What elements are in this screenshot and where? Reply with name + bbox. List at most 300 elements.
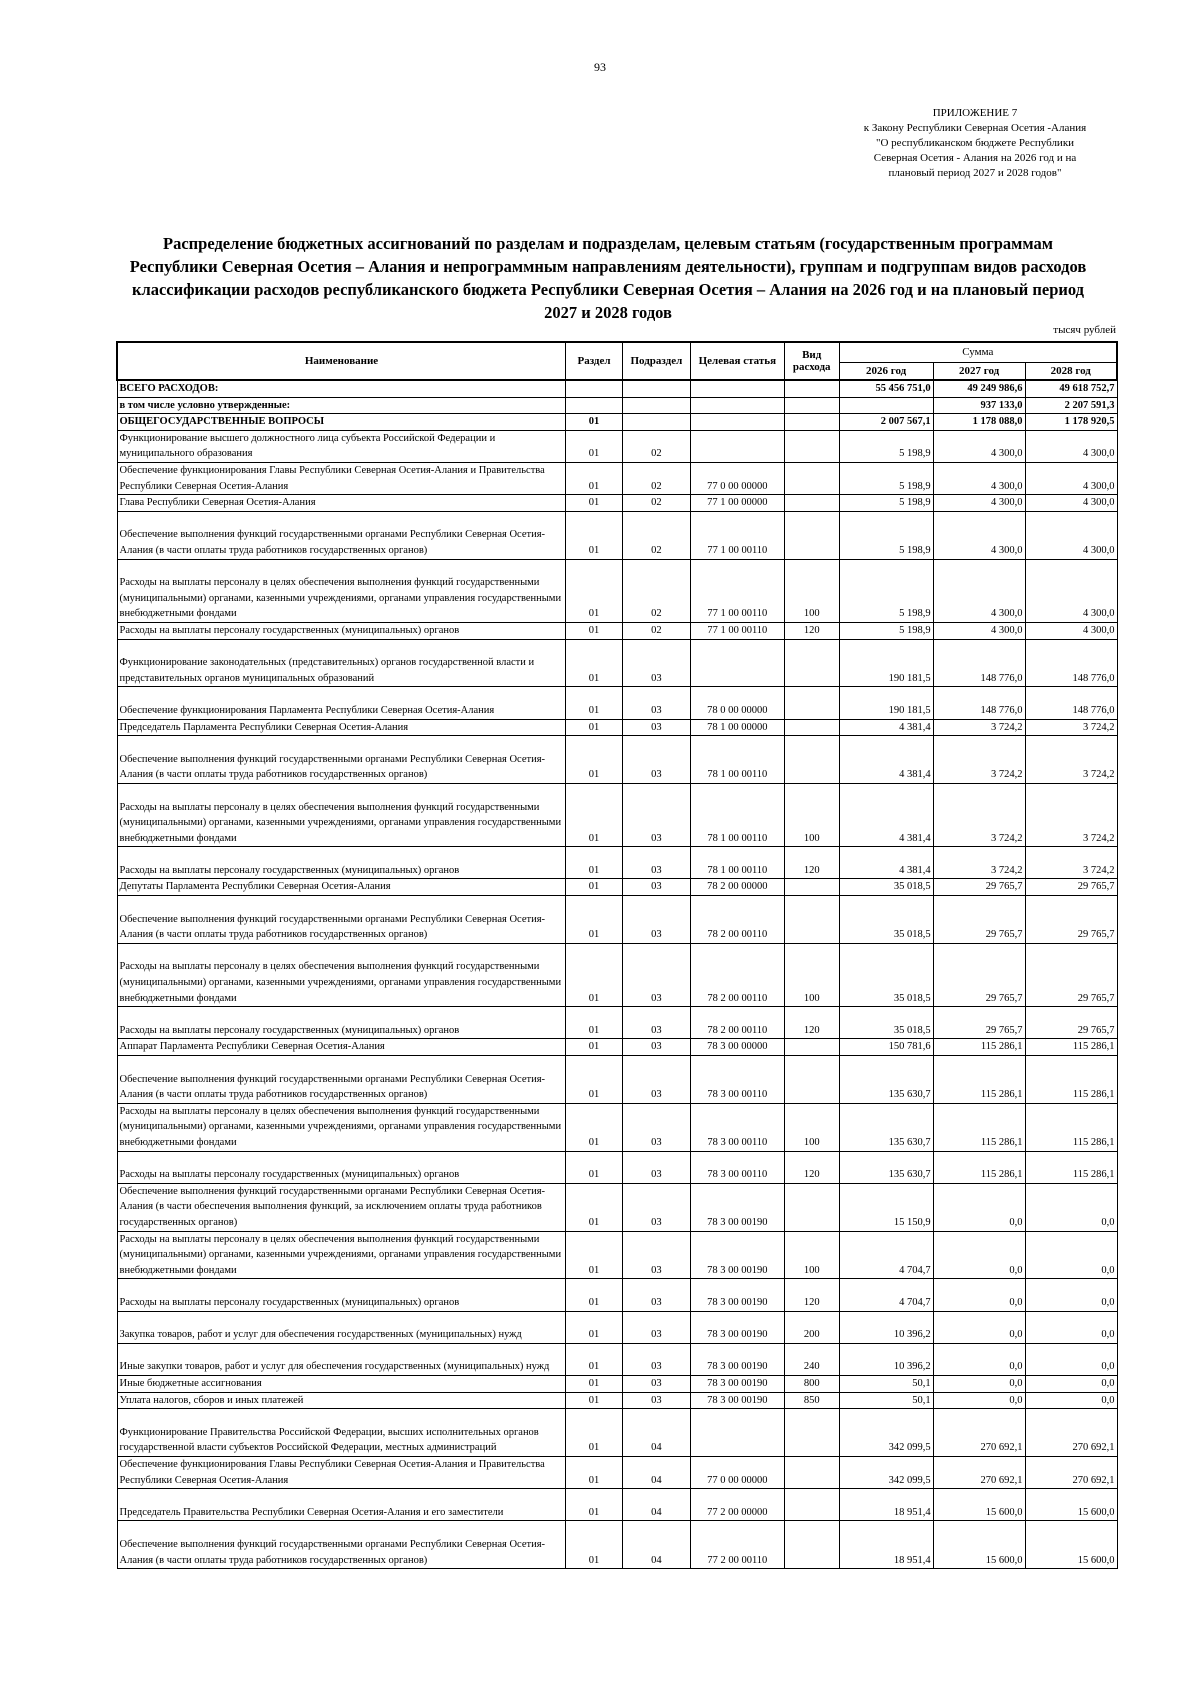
appendix-note [830,106,1120,181]
row-section: 01 [566,622,623,639]
row-2027: 4 300,0 [933,462,1025,494]
row-section: 01 [566,639,623,687]
header-target: Целевая статья [690,342,784,380]
row-section: 01 [566,1343,623,1375]
row-name: Расходы на выплаты персоналу государственных (муниципальных) органов [117,622,566,639]
row-name: Обеспечение выполнения функций государственными органами Республики Северная Осетия-Алания (в части оплаты труда работников государственных органов) [117,736,566,784]
row-2028: 3 724,2 [1025,783,1117,846]
row-2028: 1 178 920,5 [1025,414,1117,431]
row-2026: 342 099,5 [839,1456,933,1488]
appendix-line: Северная Осетия - Алания на 2026 год и на [873,152,1077,164]
row-type [784,687,839,719]
table-header [117,342,1117,380]
row-name: Иные закупки товаров, работ и услуг для обеспечения государственных (муниципальных) нужд [117,1343,566,1375]
row-2028: 4 300,0 [1025,462,1117,494]
row-type [784,380,839,397]
header-2026: 2026 год [839,362,933,380]
row-2027: 3 724,2 [933,736,1025,784]
row-section: 01 [566,511,623,559]
row-type [784,1056,839,1104]
row-2026: 35 018,5 [839,943,933,1006]
row-name: ОБЩЕГОСУДАРСТВЕННЫЕ ВОПРОСЫ [117,414,566,431]
row-subsection: 03 [622,1151,690,1183]
row-target: 78 3 00 00190 [690,1311,784,1343]
row-target: 78 2 00 00110 [690,1007,784,1039]
row-2027: 4 300,0 [933,511,1025,559]
row-name: Обеспечение выполнения функций государственными органами Республики Северная Осетия-Алания (в части обеспечения выполнения функций, за исключением оплаты труда работников государственных органов) [117,1183,566,1231]
row-name: Обеспечение функционирования Главы Республики Северная Осетия-Алания и Правительства Республики Северная Осетия-Алания [117,1456,566,1488]
table-row [117,1392,1117,1409]
row-subsection: 03 [622,1183,690,1231]
row-subsection: 02 [622,462,690,494]
row-2027: 29 765,7 [933,879,1025,896]
header-section: Раздел [566,342,623,380]
row-name: Обеспечение выполнения функций государственными органами Республики Северная Осетия-Алания (в части оплаты труда работников государственных органов) [117,511,566,559]
row-2027: 937 133,0 [933,397,1025,414]
row-target [690,639,784,687]
row-target: 77 1 00 00110 [690,511,784,559]
row-name: Закупка товаров, работ и услуг для обеспечения государственных (муниципальных) нужд [117,1311,566,1343]
row-type: 200 [784,1311,839,1343]
row-2028: 4 300,0 [1025,622,1117,639]
row-type: 120 [784,1151,839,1183]
table-row [117,1521,1117,1569]
row-2026: 4 381,4 [839,847,933,879]
row-section: 01 [566,1456,623,1488]
header-type: Вид расхода [784,342,839,380]
row-section: 01 [566,462,623,494]
row-target [690,380,784,397]
row-2028: 4 300,0 [1025,511,1117,559]
row-section: 01 [566,1231,623,1279]
row-2026: 135 630,7 [839,1103,933,1151]
table-row [117,896,1117,944]
row-2027: 0,0 [933,1343,1025,1375]
row-subsection: 03 [622,1231,690,1279]
row-subsection [622,414,690,431]
row-target: 78 2 00 00000 [690,879,784,896]
row-subsection: 04 [622,1489,690,1521]
row-2026: 35 018,5 [839,896,933,944]
row-subsection: 03 [622,1007,690,1039]
row-2027: 3 724,2 [933,847,1025,879]
row-subsection: 03 [622,1311,690,1343]
row-2027: 0,0 [933,1375,1025,1392]
row-type: 800 [784,1375,839,1392]
row-2027: 1 178 088,0 [933,414,1025,431]
row-type [784,1409,839,1457]
row-type [784,1456,839,1488]
row-target: 77 0 00 00000 [690,1456,784,1488]
row-section: 01 [566,1151,623,1183]
table-row [117,380,1117,397]
row-type [784,1521,839,1569]
table-row [117,462,1117,494]
row-type [784,639,839,687]
page-number: 93 [594,60,606,74]
row-section: 01 [566,687,623,719]
row-type: 120 [784,1007,839,1039]
row-target: 78 3 00 00190 [690,1375,784,1392]
units-label: тысяч рублей [1053,324,1116,336]
row-target [690,1409,784,1457]
row-section [566,380,623,397]
row-subsection [622,380,690,397]
row-2028: 148 776,0 [1025,639,1117,687]
table-row [117,847,1117,879]
row-2027: 0,0 [933,1279,1025,1311]
row-2026: 10 396,2 [839,1343,933,1375]
row-2027: 0,0 [933,1183,1025,1231]
row-subsection: 04 [622,1521,690,1569]
row-target: 77 1 00 00110 [690,622,784,639]
row-target: 78 2 00 00110 [690,896,784,944]
row-2027: 4 300,0 [933,495,1025,512]
header-name: Наименование [117,342,566,380]
row-2027: 115 286,1 [933,1039,1025,1056]
row-subsection: 04 [622,1456,690,1488]
table-row [117,495,1117,512]
row-name: Уплата налогов, сборов и иных платежей [117,1392,566,1409]
header-2027: 2027 год [933,362,1025,380]
table-row [117,1183,1117,1231]
row-2028: 148 776,0 [1025,687,1117,719]
row-2027: 4 300,0 [933,622,1025,639]
row-2028: 0,0 [1025,1311,1117,1343]
row-target: 78 3 00 00190 [690,1343,784,1375]
row-2026: 135 630,7 [839,1056,933,1104]
row-subsection: 03 [622,943,690,1006]
row-2027: 4 300,0 [933,430,1025,462]
row-target: 78 0 00 00000 [690,687,784,719]
table-row [117,1409,1117,1457]
row-2028: 270 692,1 [1025,1456,1117,1488]
row-type: 100 [784,1231,839,1279]
row-2028: 29 765,7 [1025,1007,1117,1039]
row-target: 78 3 00 00190 [690,1279,784,1311]
row-2027: 15 600,0 [933,1521,1025,1569]
row-target: 78 1 00 00110 [690,783,784,846]
row-2026: 50,1 [839,1392,933,1409]
row-2026: 35 018,5 [839,1007,933,1039]
row-2027: 148 776,0 [933,687,1025,719]
row-subsection: 02 [622,622,690,639]
row-section: 01 [566,559,623,622]
row-2026: 5 198,9 [839,430,933,462]
row-target: 78 3 00 00000 [690,1039,784,1056]
budget-table [116,341,1118,1569]
row-section: 01 [566,1279,623,1311]
table-row [117,783,1117,846]
row-subsection: 04 [622,1409,690,1457]
row-2028: 115 286,1 [1025,1039,1117,1056]
row-target: 77 1 00 00000 [690,495,784,512]
table-row [117,511,1117,559]
row-name: Председатель Парламента Республики Северная Осетия-Алания [117,719,566,736]
row-name: Расходы на выплаты персоналу в целях обеспечения выполнения функций государственными (муниципальными) органами, казенными учреждениями, органами управления государственными внебюджетными фондами [117,1103,566,1151]
row-target [690,430,784,462]
row-2028: 15 600,0 [1025,1489,1117,1521]
row-type [784,397,839,414]
row-target: 77 1 00 00110 [690,559,784,622]
row-name: Расходы на выплаты персоналу в целях обеспечения выполнения функций государственными (муниципальными) органами, казенными учреждениями, органами управления государственными внебюджетными фондами [117,559,566,622]
row-2027: 3 724,2 [933,719,1025,736]
table-row [117,687,1117,719]
table-row [117,414,1117,431]
row-section: 01 [566,414,623,431]
appendix-line: к Закону Республики Северная Осетия -Алания [863,122,1087,134]
row-2026: 342 099,5 [839,1409,933,1457]
row-subsection: 03 [622,639,690,687]
table-row [117,1039,1117,1056]
row-2028: 29 765,7 [1025,896,1117,944]
row-type [784,511,839,559]
row-2026: 15 150,9 [839,1183,933,1231]
row-2028: 0,0 [1025,1375,1117,1392]
row-subsection [622,397,690,414]
row-2028: 4 300,0 [1025,430,1117,462]
row-2028: 2 207 591,3 [1025,397,1117,414]
row-target: 78 1 00 00110 [690,736,784,784]
row-subsection: 03 [622,1056,690,1104]
row-section: 01 [566,1183,623,1231]
document-title: Распределение бюджетных ассигнований по разделам и подразделам, целевым статьям (государственным программам Республики Северная Осетия – Алания и непрограммным направлениям деятельности), группам и подгруппам видов расходов классификации расходов республиканского бюджета Республики Северная Осетия – Алания на 2026 год и на плановый период 2027 и 2028 годов [129,234,1087,322]
row-2028: 49 618 752,7 [1025,380,1117,397]
row-type [784,879,839,896]
row-type [784,430,839,462]
row-section: 01 [566,495,623,512]
row-type: 850 [784,1392,839,1409]
row-subsection: 03 [622,687,690,719]
table-row [117,397,1117,414]
row-2027: 115 286,1 [933,1151,1025,1183]
row-name: Функционирование высшего должностного лица субъекта Российской Федерации и муниципального образования [117,430,566,462]
row-name: Депутаты Парламента Республики Северная Осетия-Алания [117,879,566,896]
row-2026: 4 381,4 [839,736,933,784]
row-2026: 4 704,7 [839,1279,933,1311]
row-2028: 115 286,1 [1025,1056,1117,1104]
row-name: Обеспечение выполнения функций государственными органами Республики Северная Осетия-Алания (в части оплаты труда работников государственных органов) [117,1521,566,1569]
row-type [784,462,839,494]
row-2026: 4 381,4 [839,719,933,736]
row-section [566,397,623,414]
row-subsection: 03 [622,719,690,736]
row-2028: 0,0 [1025,1343,1117,1375]
row-subsection: 02 [622,495,690,512]
row-2028: 0,0 [1025,1231,1117,1279]
row-2026: 18 951,4 [839,1521,933,1569]
row-subsection: 03 [622,1039,690,1056]
row-subsection: 03 [622,1343,690,1375]
row-2026: 50,1 [839,1375,933,1392]
row-section: 01 [566,1056,623,1104]
row-2026: 4 381,4 [839,783,933,846]
row-target: 78 2 00 00110 [690,943,784,1006]
row-name: Расходы на выплаты персоналу в целях обеспечения выполнения функций государственными (муниципальными) органами, казенными учреждениями, органами управления государственными внебюджетными фондами [117,1231,566,1279]
row-2027: 0,0 [933,1311,1025,1343]
row-name: Расходы на выплаты персоналу государственных (муниципальных) органов [117,1279,566,1311]
row-name: Председатель Правительства Республики Северная Осетия-Алания и его заместители [117,1489,566,1521]
table-row [117,1343,1117,1375]
row-2026: 4 704,7 [839,1231,933,1279]
row-name: ВСЕГО РАСХОДОВ: [117,380,566,397]
row-2028: 0,0 [1025,1183,1117,1231]
row-type: 100 [784,783,839,846]
table-body [117,380,1117,1569]
row-name: Аппарат Парламента Республики Северная Осетия-Алания [117,1039,566,1056]
row-name: Обеспечение выполнения функций государственными органами Республики Северная Осетия-Алания (в части оплаты труда работников государственных органов) [117,1056,566,1104]
row-2027: 49 249 986,6 [933,380,1025,397]
row-2028: 0,0 [1025,1392,1117,1409]
header-subsection: Подраздел [622,342,690,380]
row-name: Расходы на выплаты персоналу государственных (муниципальных) органов [117,1007,566,1039]
row-2026: 10 396,2 [839,1311,933,1343]
row-2027: 148 776,0 [933,639,1025,687]
row-2026: 5 198,9 [839,462,933,494]
row-2026: 5 198,9 [839,622,933,639]
row-name: Расходы на выплаты персоналу в целях обеспечения выполнения функций государственными (муниципальными) органами, казенными учреждениями, органами управления государственными внебюджетными фондами [117,943,566,1006]
row-subsection: 03 [622,879,690,896]
row-section: 01 [566,1392,623,1409]
row-2027: 15 600,0 [933,1489,1025,1521]
row-2026: 5 198,9 [839,559,933,622]
row-section: 01 [566,430,623,462]
row-type [784,896,839,944]
row-subsection: 03 [622,896,690,944]
row-2026: 2 007 567,1 [839,414,933,431]
row-2027: 270 692,1 [933,1409,1025,1457]
table-row [117,430,1117,462]
row-target: 77 2 00 00000 [690,1489,784,1521]
row-2027: 29 765,7 [933,943,1025,1006]
row-2028: 0,0 [1025,1279,1117,1311]
row-subsection: 03 [622,736,690,784]
row-subsection: 02 [622,430,690,462]
row-subsection: 03 [622,1103,690,1151]
row-2026: 5 198,9 [839,495,933,512]
table-row [117,879,1117,896]
row-section: 01 [566,1409,623,1457]
row-2026: 150 781,6 [839,1039,933,1056]
table-row [117,943,1117,1006]
row-type: 100 [784,559,839,622]
row-2028: 3 724,2 [1025,736,1117,784]
row-target: 77 0 00 00000 [690,462,784,494]
row-type [784,414,839,431]
row-section: 01 [566,943,623,1006]
table-row [117,1489,1117,1521]
row-2028: 270 692,1 [1025,1409,1117,1457]
row-2026: 190 181,5 [839,687,933,719]
table-row [117,1007,1117,1039]
row-name: Обеспечение функционирования Парламента Республики Северная Осетия-Алания [117,687,566,719]
row-name: Функционирование законодательных (представительных) органов государственной власти и представительных органов муниципальных образований [117,639,566,687]
row-2027: 115 286,1 [933,1103,1025,1151]
row-section: 01 [566,1489,623,1521]
row-section: 01 [566,1039,623,1056]
row-type [784,1039,839,1056]
table-row [117,622,1117,639]
row-2027: 29 765,7 [933,896,1025,944]
row-type: 120 [784,622,839,639]
row-2026: 55 456 751,0 [839,380,933,397]
row-target [690,414,784,431]
row-section: 01 [566,896,623,944]
row-2026: 190 181,5 [839,639,933,687]
row-2028: 4 300,0 [1025,495,1117,512]
row-type [784,719,839,736]
row-2028: 29 765,7 [1025,943,1117,1006]
row-type: 120 [784,1279,839,1311]
appendix-line: ПРИЛОЖЕНИЕ 7 [932,107,1018,119]
row-name: Функционирование Правительства Российской Федерации, высших исполнительных органов государственной власти субъектов Российской Федерации, местных администраций [117,1409,566,1457]
table-row [117,719,1117,736]
table-row [117,1056,1117,1104]
row-section: 01 [566,1007,623,1039]
row-2028: 4 300,0 [1025,559,1117,622]
table-row [117,736,1117,784]
row-section: 01 [566,719,623,736]
row-target: 78 3 00 00110 [690,1151,784,1183]
table-row [117,1311,1117,1343]
row-target: 78 3 00 00110 [690,1056,784,1104]
row-section: 01 [566,847,623,879]
row-subsection: 03 [622,1279,690,1311]
table-row [117,1103,1117,1151]
table-row [117,1456,1117,1488]
row-target: 78 3 00 00190 [690,1231,784,1279]
table-row [117,1231,1117,1279]
row-2028: 3 724,2 [1025,847,1117,879]
row-name: Обеспечение функционирования Главы Республики Северная Осетия-Алания и Правительства Республики Северная Осетия-Алания [117,462,566,494]
row-2027: 29 765,7 [933,1007,1025,1039]
row-subsection: 03 [622,1375,690,1392]
row-target: 78 3 00 00190 [690,1392,784,1409]
row-section: 01 [566,1311,623,1343]
row-2026: 35 018,5 [839,879,933,896]
row-2028: 3 724,2 [1025,719,1117,736]
row-type: 100 [784,1103,839,1151]
row-section: 01 [566,783,623,846]
row-section: 01 [566,1521,623,1569]
row-subsection: 02 [622,559,690,622]
row-target: 78 3 00 00110 [690,1103,784,1151]
appendix-line: плановый период 2027 и 2028 годов" [888,167,1062,179]
row-2028: 115 286,1 [1025,1103,1117,1151]
row-type [784,736,839,784]
row-2028: 115 286,1 [1025,1151,1117,1183]
row-name: Расходы на выплаты персоналу в целях обеспечения выполнения функций государственными (муниципальными) органами, казенными учреждениями, органами управления государственными внебюджетными фондами [117,783,566,846]
row-2027: 0,0 [933,1392,1025,1409]
row-2028: 15 600,0 [1025,1521,1117,1569]
row-subsection: 03 [622,1392,690,1409]
row-name: Расходы на выплаты персоналу государственных (муниципальных) органов [117,847,566,879]
row-name: Глава Республики Северная Осетия-Алания [117,495,566,512]
row-name: Расходы на выплаты персоналу государственных (муниципальных) органов [117,1151,566,1183]
table-row [117,1151,1117,1183]
row-target: 78 1 00 00110 [690,847,784,879]
row-type: 120 [784,847,839,879]
row-2027: 115 286,1 [933,1056,1025,1104]
row-section: 01 [566,879,623,896]
table-row [117,559,1117,622]
row-type [784,1183,839,1231]
row-name: в том числе условно утвержденные: [117,397,566,414]
header-2028: 2028 год [1025,362,1117,380]
row-2028: 29 765,7 [1025,879,1117,896]
row-section: 01 [566,736,623,784]
row-subsection: 03 [622,783,690,846]
